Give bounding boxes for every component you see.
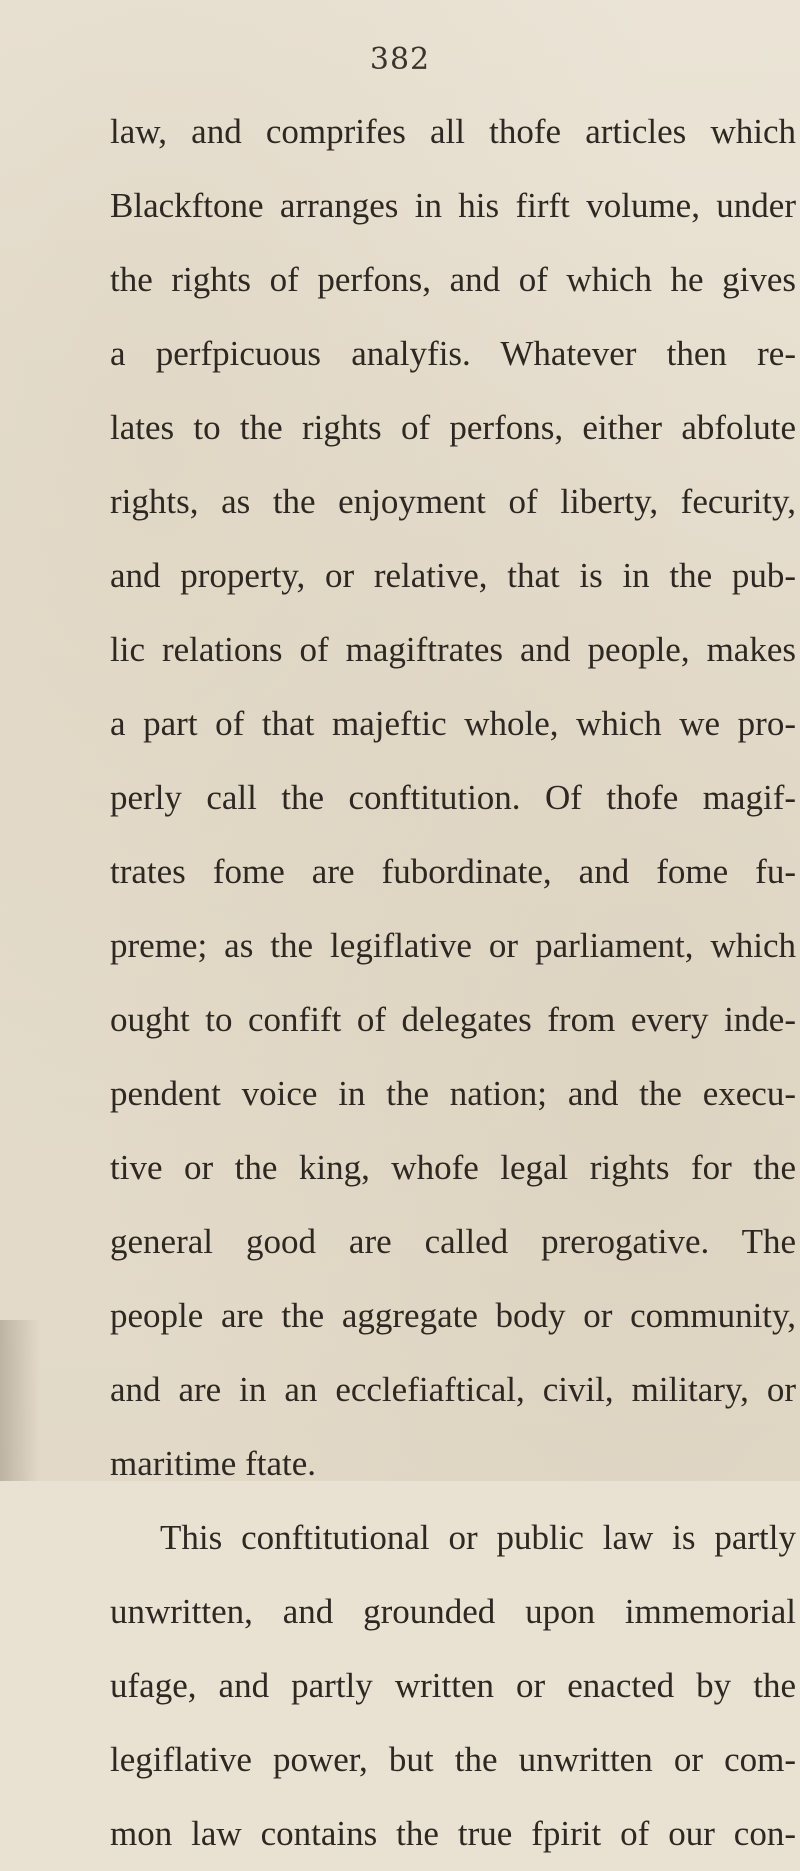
text-line: a part of that majeftic whole, which we pro-: [110, 704, 796, 743]
text-line: perly call the conftitution. Of thofe magif-: [110, 778, 796, 817]
text-line: ought to confift of delegates from every inde-: [110, 1000, 796, 1039]
text-line: lates to the rights of perfons, either abfolute: [110, 408, 796, 447]
text-line: the rights of perfons, and of which he gives: [110, 260, 796, 299]
text-line: lic relations of magiftrates and people, makes: [110, 630, 796, 669]
text-line: unwritten, and grounded upon immemorial: [110, 1592, 796, 1631]
text-line: and property, or relative, that is in the pub-: [110, 556, 796, 595]
text-line: law, and comprifes all thofe articles which: [110, 112, 796, 151]
text-line: a perfpicuous analyfis. Whatever then re-: [110, 334, 796, 373]
text-line: legiflative power, but the unwritten or com-: [110, 1740, 796, 1779]
text-line: pendent voice in the nation; and the execu-: [110, 1074, 796, 1113]
text-line: trates fome are fubordinate, and fome fu-: [110, 852, 796, 891]
text-line: people are the aggregate body or community,: [110, 1296, 796, 1335]
page-number: 382: [369, 42, 431, 77]
text-line: This conftitutional or public law is partly: [160, 1518, 796, 1557]
text-line: rights, as the enjoyment of liberty, fecurity,: [110, 482, 796, 521]
text-line: general good are called prerogative. The: [110, 1222, 796, 1261]
text-line: ufage, and partly written or enacted by the: [110, 1666, 796, 1705]
body-text: [110, 95, 796, 1871]
text-line: tive or the king, whofe legal rights for the: [110, 1148, 796, 1187]
text-line: maritime ftate.: [110, 1444, 317, 1483]
page-edge-shadow: [0, 1320, 40, 1481]
text-line: and are in an ecclefiaftical, civil, military, or: [110, 1370, 796, 1409]
text-line: preme; as the legiflative or parliament, which: [110, 926, 796, 965]
text-line: mon law contains the true fpirit of our con-: [110, 1814, 796, 1853]
text-line: Blackftone arranges in his firft volume, under: [110, 186, 796, 225]
